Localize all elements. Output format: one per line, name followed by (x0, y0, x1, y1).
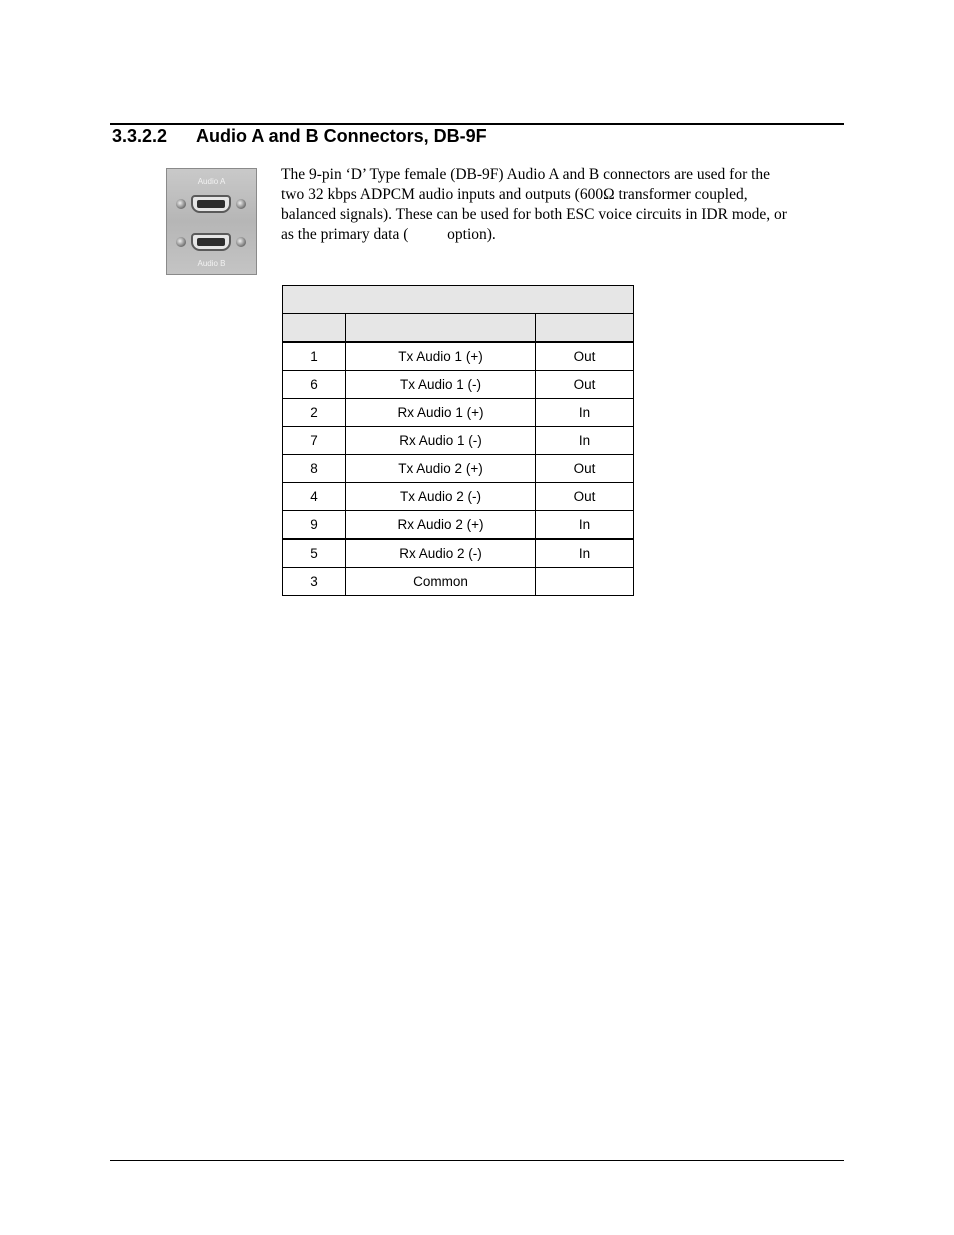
table-header-row (283, 314, 634, 343)
direction-cell: Out (536, 455, 634, 483)
pin-cell: 3 (283, 568, 346, 596)
screw-icon (176, 237, 186, 247)
signal-cell: Rx Audio 1 (+) (346, 399, 536, 427)
direction-cell: Out (536, 342, 634, 371)
direction-cell: In (536, 399, 634, 427)
audio-a-connector (176, 193, 246, 215)
table-row (283, 455, 634, 483)
pin-cell: 7 (283, 427, 346, 455)
signal-cell: Tx Audio 1 (-) (346, 371, 536, 399)
section-top-rule (110, 123, 844, 125)
direction-cell: In (536, 539, 634, 568)
header-pin (283, 314, 346, 343)
table-row (283, 511, 634, 540)
screw-icon (236, 199, 246, 209)
pin-cell: 2 (283, 399, 346, 427)
signal-cell: Common (346, 568, 536, 596)
table-row (283, 371, 634, 399)
audio-b-connector (176, 231, 246, 253)
signal-cell: Tx Audio 2 (-) (346, 483, 536, 511)
description-line: two 32 kbps ADPCM audio inputs and outputs (600Ω transformer coupled, (281, 186, 748, 203)
db9-connector-icon (191, 195, 231, 213)
description-line: The 9-pin ‘D’ Type female (DB-9F) Audio A and B connectors are used for the (281, 166, 771, 183)
table-title-row (283, 286, 634, 314)
screw-icon (236, 237, 246, 247)
audio-b-label: Audio B (197, 259, 226, 268)
section-title: Audio A and B Connectors, DB-9F (196, 126, 487, 146)
signal-cell: Tx Audio 1 (+) (346, 342, 536, 371)
signal-cell: Rx Audio 1 (-) (346, 427, 536, 455)
table-row (283, 399, 634, 427)
signal-cell: Rx Audio 2 (+) (346, 511, 536, 540)
pin-cell: 6 (283, 371, 346, 399)
table-row (283, 483, 634, 511)
direction-cell: Out (536, 371, 634, 399)
header-direction (536, 314, 634, 343)
pin-cell: 9 (283, 511, 346, 540)
screw-icon (176, 199, 186, 209)
direction-cell: In (536, 427, 634, 455)
pin-cell: 5 (283, 539, 346, 568)
signal-cell: Tx Audio 2 (+) (346, 455, 536, 483)
direction-cell: Out (536, 483, 634, 511)
audio-a-label: Audio A (197, 177, 226, 186)
table-row (283, 342, 634, 371)
section-heading (112, 126, 487, 147)
db9-connector-icon (191, 233, 231, 251)
connector-description (281, 165, 842, 245)
table-row (283, 427, 634, 455)
table-title (283, 286, 634, 314)
table-row (283, 568, 634, 596)
section-number: 3.3.2.2 (112, 126, 168, 146)
direction-cell (536, 568, 634, 596)
direction-cell: In (536, 511, 634, 540)
audio-connectors-photo (166, 168, 257, 275)
table-row (283, 539, 634, 568)
description-line: balanced signals). These can be used for both ESC voice circuits in IDR mode, or (281, 206, 787, 223)
signal-cell: Rx Audio 2 (-) (346, 539, 536, 568)
footer-rule (110, 1160, 844, 1161)
pin-cell: 4 (283, 483, 346, 511)
pin-cell: 1 (283, 342, 346, 371)
header-signal (346, 314, 536, 343)
description-line: as the primary data ( option). (281, 226, 496, 243)
pin-cell: 8 (283, 455, 346, 483)
pin-assignment-table (282, 285, 634, 596)
